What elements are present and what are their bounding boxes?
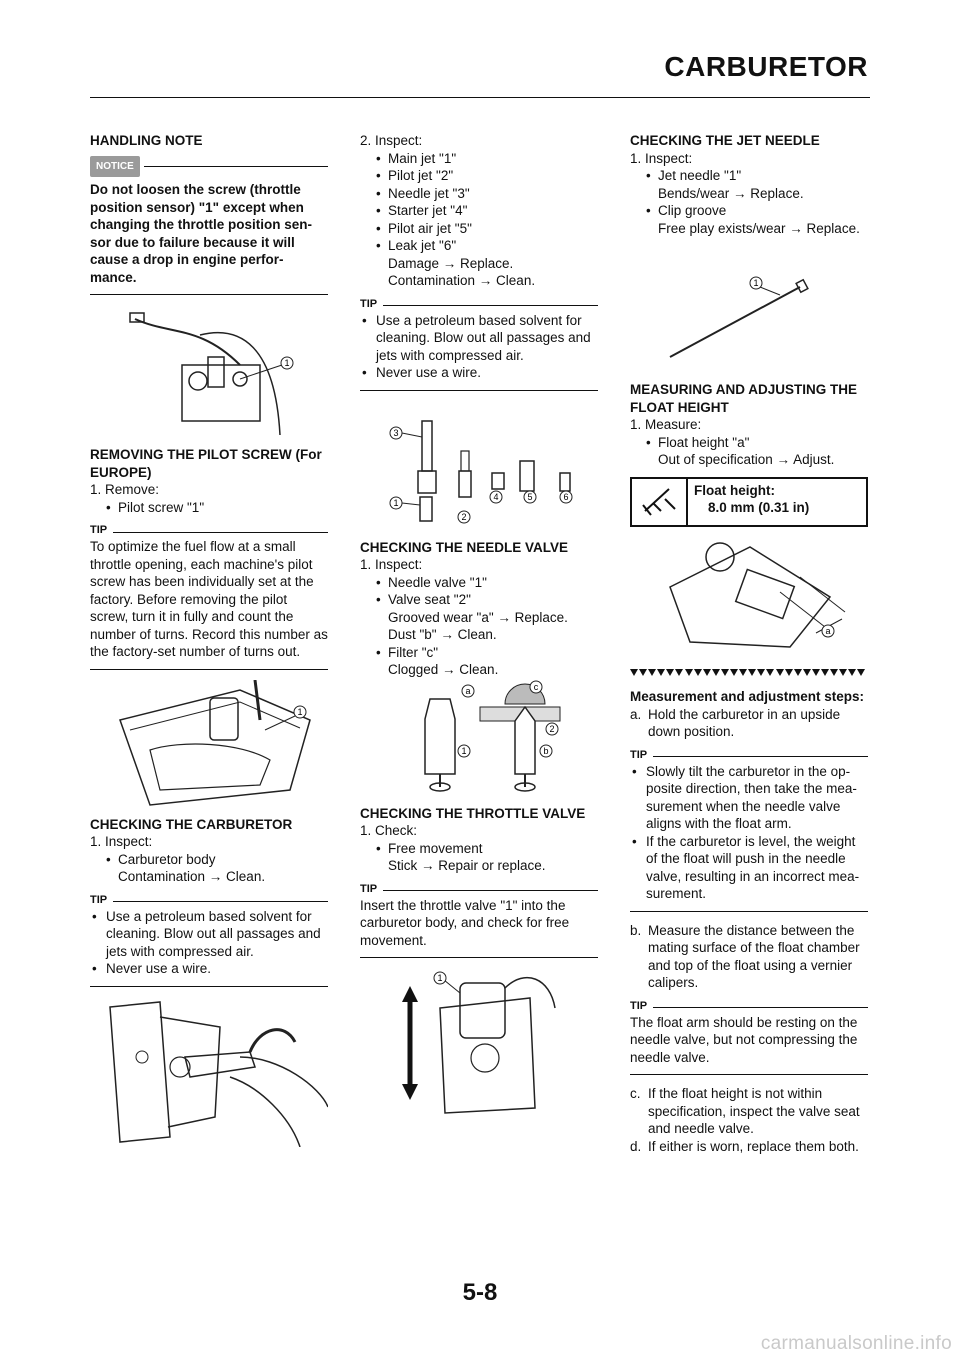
float-bullet: • Float height "a" — [630, 434, 868, 452]
float-tip-1: • Slowly tilt the carburetor in the op-posite direction, then take the mea-surement when the needle valve aligns with the float arm. — [630, 763, 868, 833]
notice-header — [90, 156, 328, 178]
tip-end-rule — [630, 1074, 868, 1075]
float-action: Out of specification → Adjust. — [658, 452, 835, 467]
jets-tip-1: • Use a petroleum based solvent for cleaning. Blow out all passages and jets with compressed air. — [360, 312, 598, 365]
step-b: b. Measure the distance between the mating surface of the float chamber and top of the float using a vernier calipers. — [630, 922, 860, 990]
spec-body — [688, 479, 815, 525]
tip-end-rule — [90, 669, 328, 670]
throttle-tip-text: Insert the throttle valve "1" into the carburetor body, and check for free movement. — [360, 897, 570, 948]
jets-action-1: Damage → Replace. — [388, 255, 514, 271]
step-a: a. Hold the carburetor in an upside down position. — [630, 706, 841, 739]
needle-bullet-2: • Valve seat "2" — [360, 591, 598, 609]
float-height-figure — [630, 527, 868, 657]
down-arrow-icon — [730, 669, 738, 676]
jet-item: • Leak jet "6" — [360, 237, 598, 255]
needle-step-1: 1. Inspect: — [360, 557, 423, 572]
down-arrow-icon — [685, 669, 693, 676]
caliper-icon — [632, 479, 688, 525]
down-arrow-icon — [648, 669, 656, 676]
down-arrow-icon — [803, 669, 811, 676]
tip-end-rule — [90, 986, 328, 987]
page-title: CARBURETOR — [664, 51, 868, 82]
jet-bullet-2: • Clip groove — [630, 202, 868, 220]
float-tip-3: The float arm should be resting on the needle valve, but not compressing the needle valve. — [630, 1014, 858, 1065]
jet-item: • Pilot jet "2" — [360, 167, 598, 185]
column-3 — [630, 132, 868, 1155]
fig-label: 3 — [393, 427, 399, 438]
fig-label: a — [825, 625, 831, 636]
pilot-tip-text: To optimize the fuel flow at a small throttle opening, each machine's pilot screw has been individually set at the factory. Before removing the pilot screw, turn it in fully and count the number of turns. Record this number as the factory-set number of turns out. — [90, 539, 328, 659]
notice-rule — [144, 166, 328, 167]
tip-header: TIP — [90, 894, 328, 908]
tip-header: TIP — [360, 883, 598, 897]
throttle-action: Stick → Repair or replace. — [388, 858, 546, 873]
tip-header: TIP — [360, 298, 598, 312]
fig-label: 1 — [461, 745, 467, 756]
down-arrow-icon — [748, 669, 756, 676]
carb-tip-1: • Use a petroleum based solvent for cleaning. Blow out all passages and jets with compressed air. — [90, 908, 328, 961]
checking-carburetor-heading: CHECKING THE CARBURETOR — [90, 816, 293, 832]
needle-valve-heading: CHECKING THE NEEDLE VALVE — [360, 539, 569, 555]
throttle-valve-heading: CHECKING THE THROTTLE VALVE — [360, 805, 586, 821]
pilot-screw-figure — [90, 680, 328, 810]
fig-label: b — [543, 745, 549, 756]
pilot-screw-heading: REMOVING THE PILOT SCREW (For EUROPE) — [90, 447, 322, 480]
fig-label: a — [465, 685, 471, 696]
down-arrow-icon — [821, 669, 829, 676]
carburetor-cleaning-figure — [90, 997, 328, 1147]
jet-item: • Starter jet "4" — [360, 202, 598, 220]
carb-tip-2: • Never use a wire. — [90, 960, 328, 978]
title-rule — [90, 97, 870, 98]
jet-needle-figure — [630, 237, 868, 377]
float-height-heading: MEASURING AND ADJUSTING THE FLOAT HEIGHT — [630, 382, 858, 415]
jet-action-2: Free play exists/wear → Replace. — [658, 220, 860, 236]
needle-action-1: Grooved wear "a" → Replace. — [388, 609, 568, 625]
page-number: 5-8 — [462, 1279, 498, 1306]
down-arrow-icon — [830, 669, 838, 676]
carb-step-1: 1. Inspect: — [90, 834, 153, 849]
down-arrow-icon — [739, 669, 747, 676]
needle-bullet-3: • Filter "c" — [360, 644, 598, 662]
down-arrow-icon — [766, 669, 774, 676]
needle-action-2: Dust "b" → Clean. — [388, 627, 497, 642]
notice-end-rule — [90, 294, 328, 295]
pilot-screw-bullet: • Pilot screw "1" — [90, 499, 328, 517]
procedure-steps-heading: Measurement and adjustment steps: — [630, 689, 865, 704]
spec-label: Float height: — [694, 482, 775, 498]
down-arrow-icon — [694, 669, 702, 676]
down-arrow-icon — [857, 669, 865, 676]
float-height-spec-box — [630, 477, 868, 527]
needle-valve-figure — [360, 679, 598, 801]
tip-header: TIP — [630, 749, 868, 763]
down-arrow-icon — [839, 669, 847, 676]
throttle-valve-figure — [360, 968, 598, 1118]
jets-step-2: 2. Inspect: — [360, 133, 423, 148]
step-d: d. If either is worn, replace them both. — [630, 1138, 859, 1154]
throttle-position-sensor-figure — [90, 305, 328, 440]
step-c: c. If the float height is not within specification, inspect the valve seat and needle valve. — [630, 1086, 860, 1136]
throttle-bullet: • Free movement — [360, 840, 598, 858]
down-arrow-icon — [630, 669, 638, 676]
jets-action-2: Contamination → Clean. — [388, 273, 536, 288]
jets-tip-2: • Never use a wire. — [360, 364, 598, 382]
down-arrow-icon — [812, 669, 820, 676]
carb-action: Contamination → Clean. — [118, 869, 266, 884]
pilot-step-1: 1. Remove: — [90, 482, 160, 497]
tip-header: TIP — [630, 1000, 868, 1014]
fig-label: 1 — [437, 973, 443, 983]
fig-label: 1 — [393, 497, 399, 508]
down-arrow-icon — [785, 669, 793, 676]
down-arrow-icon — [639, 669, 647, 676]
jet-action-1: Bends/wear → Replace. — [658, 185, 804, 201]
jet-item: • Main jet "1" — [360, 150, 598, 168]
throttle-step-1: 1. Check: — [360, 823, 418, 838]
down-arrow-icon — [848, 669, 856, 676]
fig-label: 2 — [549, 723, 555, 734]
column-1 — [90, 132, 328, 1147]
tip-end-rule — [360, 957, 598, 958]
tip-end-rule — [630, 911, 868, 912]
down-arrow-icon — [757, 669, 765, 676]
down-arrow-icon — [675, 669, 683, 676]
float-step-1: 1. Measure: — [630, 417, 702, 432]
notice-badge: NOTICE — [90, 156, 140, 178]
fig-label: 1 — [297, 706, 303, 717]
down-arrow-icon — [721, 669, 729, 676]
jet-bullet-1: • Jet needle "1" — [630, 167, 868, 185]
down-arrow-icon — [794, 669, 802, 676]
down-arrow-icon — [657, 669, 665, 676]
handling-note-heading: HANDLING NOTE — [90, 133, 203, 148]
spec-value: 8.0 mm (0.31 in) — [708, 500, 810, 515]
jet-item: • Needle jet "3" — [360, 185, 598, 203]
down-arrow-icon — [776, 669, 784, 676]
jets-figure — [360, 401, 598, 533]
watermark: carmanualsonline.info — [760, 1332, 952, 1354]
fig-label: 4 — [493, 491, 499, 502]
fig-label: 2 — [461, 511, 467, 522]
tip-end-rule — [360, 390, 598, 391]
down-arrow-icon — [712, 669, 720, 676]
column-2 — [360, 132, 598, 1118]
fig-label: c — [533, 681, 539, 692]
jet-needle-heading: CHECKING THE JET NEEDLE — [630, 133, 820, 148]
down-arrow-icon — [666, 669, 674, 676]
jet-item: • Pilot air jet "5" — [360, 220, 598, 238]
tip-header: TIP — [90, 524, 328, 538]
procedure-start-arrows — [630, 665, 868, 683]
fig-label: 1 — [753, 278, 759, 288]
fig-label: 5 — [527, 491, 533, 502]
needle-bullet-1: • Needle valve "1" — [360, 574, 598, 592]
fig-label: 1 — [284, 358, 290, 368]
jet-step-1: 1. Inspect: — [630, 150, 693, 166]
down-arrow-icon — [703, 669, 711, 676]
notice-text: Do not loosen the screw (throttle position sensor) "1" except when changing the throttle position sen-sor due to failure because it will cause a drop in engine perfor-mance. — [90, 182, 312, 285]
carb-body-bullet: • Carburetor body — [90, 851, 328, 869]
float-tip-2: • If the carburetor is level, the weight of the float will push in the needle valve, resulting in an incorrect mea-surement. — [630, 833, 868, 903]
fig-label: 6 — [563, 491, 569, 502]
needle-action-3: Clogged → Clean. — [388, 662, 499, 677]
